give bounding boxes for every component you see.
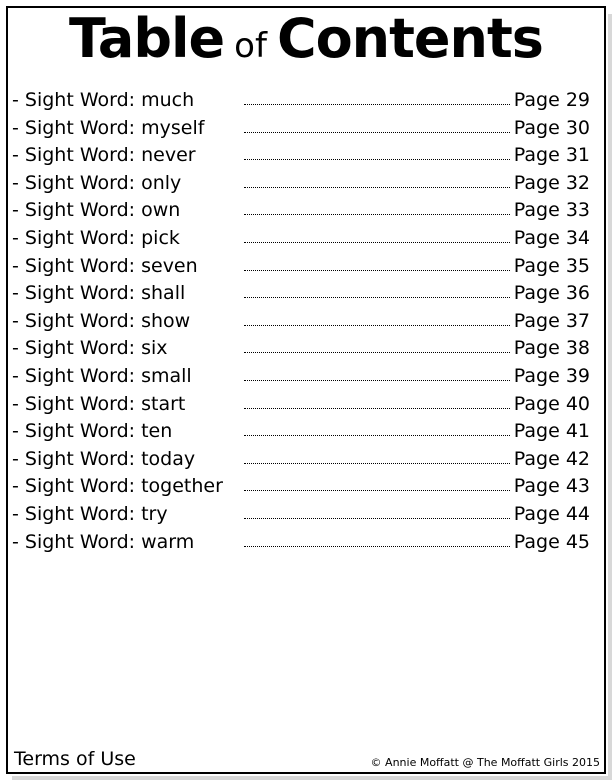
page-shadow-bottom: [12, 776, 612, 780]
toc-dot-leader: [244, 463, 510, 464]
toc-entry-label: - Sight Word: pick: [12, 226, 180, 249]
toc-entry-page-number: Page 38: [513, 337, 590, 360]
toc-entry: [12, 308, 590, 336]
toc-dot-leader: [244, 408, 510, 409]
terms-of-use-link[interactable]: Terms of Use: [14, 748, 136, 770]
toc-dot-leader: [244, 490, 510, 491]
toc-entry: [12, 115, 590, 143]
toc-entry-label: - Sight Word: much: [12, 89, 195, 111]
toc-dot-leader: [244, 242, 510, 243]
toc-entry-page-number: Page 35: [513, 254, 590, 277]
toc-entry-page-number: Page 32: [513, 171, 590, 194]
title-word-contents: Contents: [276, 7, 543, 70]
toc-entry-label: - Sight Word: own: [12, 199, 181, 222]
toc-entry-label: - Sight Word: show: [12, 309, 191, 332]
toc-dot-leader: [244, 104, 510, 105]
toc-dot-leader: [244, 546, 510, 547]
toc-dot-leader: [244, 352, 510, 353]
toc-entry: [12, 501, 590, 529]
toc-entry-label: - Sight Word: together: [12, 475, 223, 498]
toc-entry-label: - Sight Word: warm: [12, 530, 195, 553]
toc-entry-page-number: Page 37: [513, 309, 590, 332]
toc-list: [12, 87, 590, 556]
toc-entry-label: - Sight Word: try: [12, 502, 168, 525]
toc-entry-label: - Sight Word: never: [12, 144, 196, 167]
toc-entry-page-number: Page 30: [513, 116, 590, 139]
toc-entry-page-number: Page 40: [513, 392, 590, 415]
toc-dot-leader: [244, 159, 510, 160]
toc-entry-page-number: Page 41: [513, 420, 590, 443]
toc-entry-label: - Sight Word: start: [12, 392, 186, 415]
toc-entry: [12, 335, 590, 363]
document-page: [6, 6, 606, 774]
toc-dot-leader: [244, 187, 510, 188]
toc-dot-leader: [244, 325, 510, 326]
toc-entry: [12, 197, 590, 225]
toc-dot-leader: [244, 270, 510, 271]
toc-dot-leader: [244, 380, 510, 381]
toc-entry-page-number: Page 36: [513, 282, 590, 305]
toc-entry-page-number: Page 43: [513, 475, 590, 498]
copyright-notice: © Annie Moffatt @ The Moffatt Girls 2015: [370, 756, 600, 769]
page-shadow-right: [608, 14, 612, 778]
toc-entry-page-number: Page 31: [513, 144, 590, 167]
title-word-of: of: [234, 26, 267, 66]
toc-entry-label: - Sight Word: myself: [12, 116, 205, 139]
toc-entry: [12, 253, 590, 281]
toc-dot-leader: [244, 435, 510, 436]
toc-dot-leader: [244, 518, 510, 519]
toc-entry-page-number: Page 39: [513, 364, 590, 387]
toc-entry-page-number: Page 45: [513, 530, 590, 553]
toc-entry: [12, 363, 590, 391]
toc-entry-page-number: Page 34: [513, 226, 590, 249]
toc-entry: [12, 418, 590, 446]
toc-entry: [12, 446, 590, 474]
toc-entry-label: - Sight Word: only: [12, 171, 182, 194]
toc-entry-page-number: Page 29: [513, 89, 590, 111]
toc-entry: [12, 87, 590, 115]
toc-entry-label: - Sight Word: today: [12, 447, 196, 470]
toc-entry-page-number: Page 42: [513, 447, 590, 470]
toc-entry: [12, 280, 590, 308]
toc-entry-label: - Sight Word: small: [12, 364, 192, 387]
toc-dot-leader: [244, 214, 510, 215]
toc-entry-page-number: Page 44: [513, 502, 590, 525]
toc-dot-leader: [244, 132, 510, 133]
toc-entry-label: - Sight Word: shall: [12, 282, 186, 305]
toc-entry-label: - Sight Word: seven: [12, 254, 198, 277]
toc-entry: [12, 225, 590, 253]
toc-entry-label: - Sight Word: ten: [12, 420, 173, 443]
toc-entry: [12, 473, 590, 501]
toc-entry: [12, 170, 590, 198]
toc-entry-label: - Sight Word: six: [12, 337, 168, 360]
toc-entry-page-number: Page 33: [513, 199, 590, 222]
toc-entry: [12, 529, 590, 557]
title-word-table: Table: [69, 7, 225, 70]
page-title: [8, 7, 604, 70]
toc-entry: [12, 142, 590, 170]
toc-entry: [12, 391, 590, 419]
toc-dot-leader: [244, 297, 510, 298]
